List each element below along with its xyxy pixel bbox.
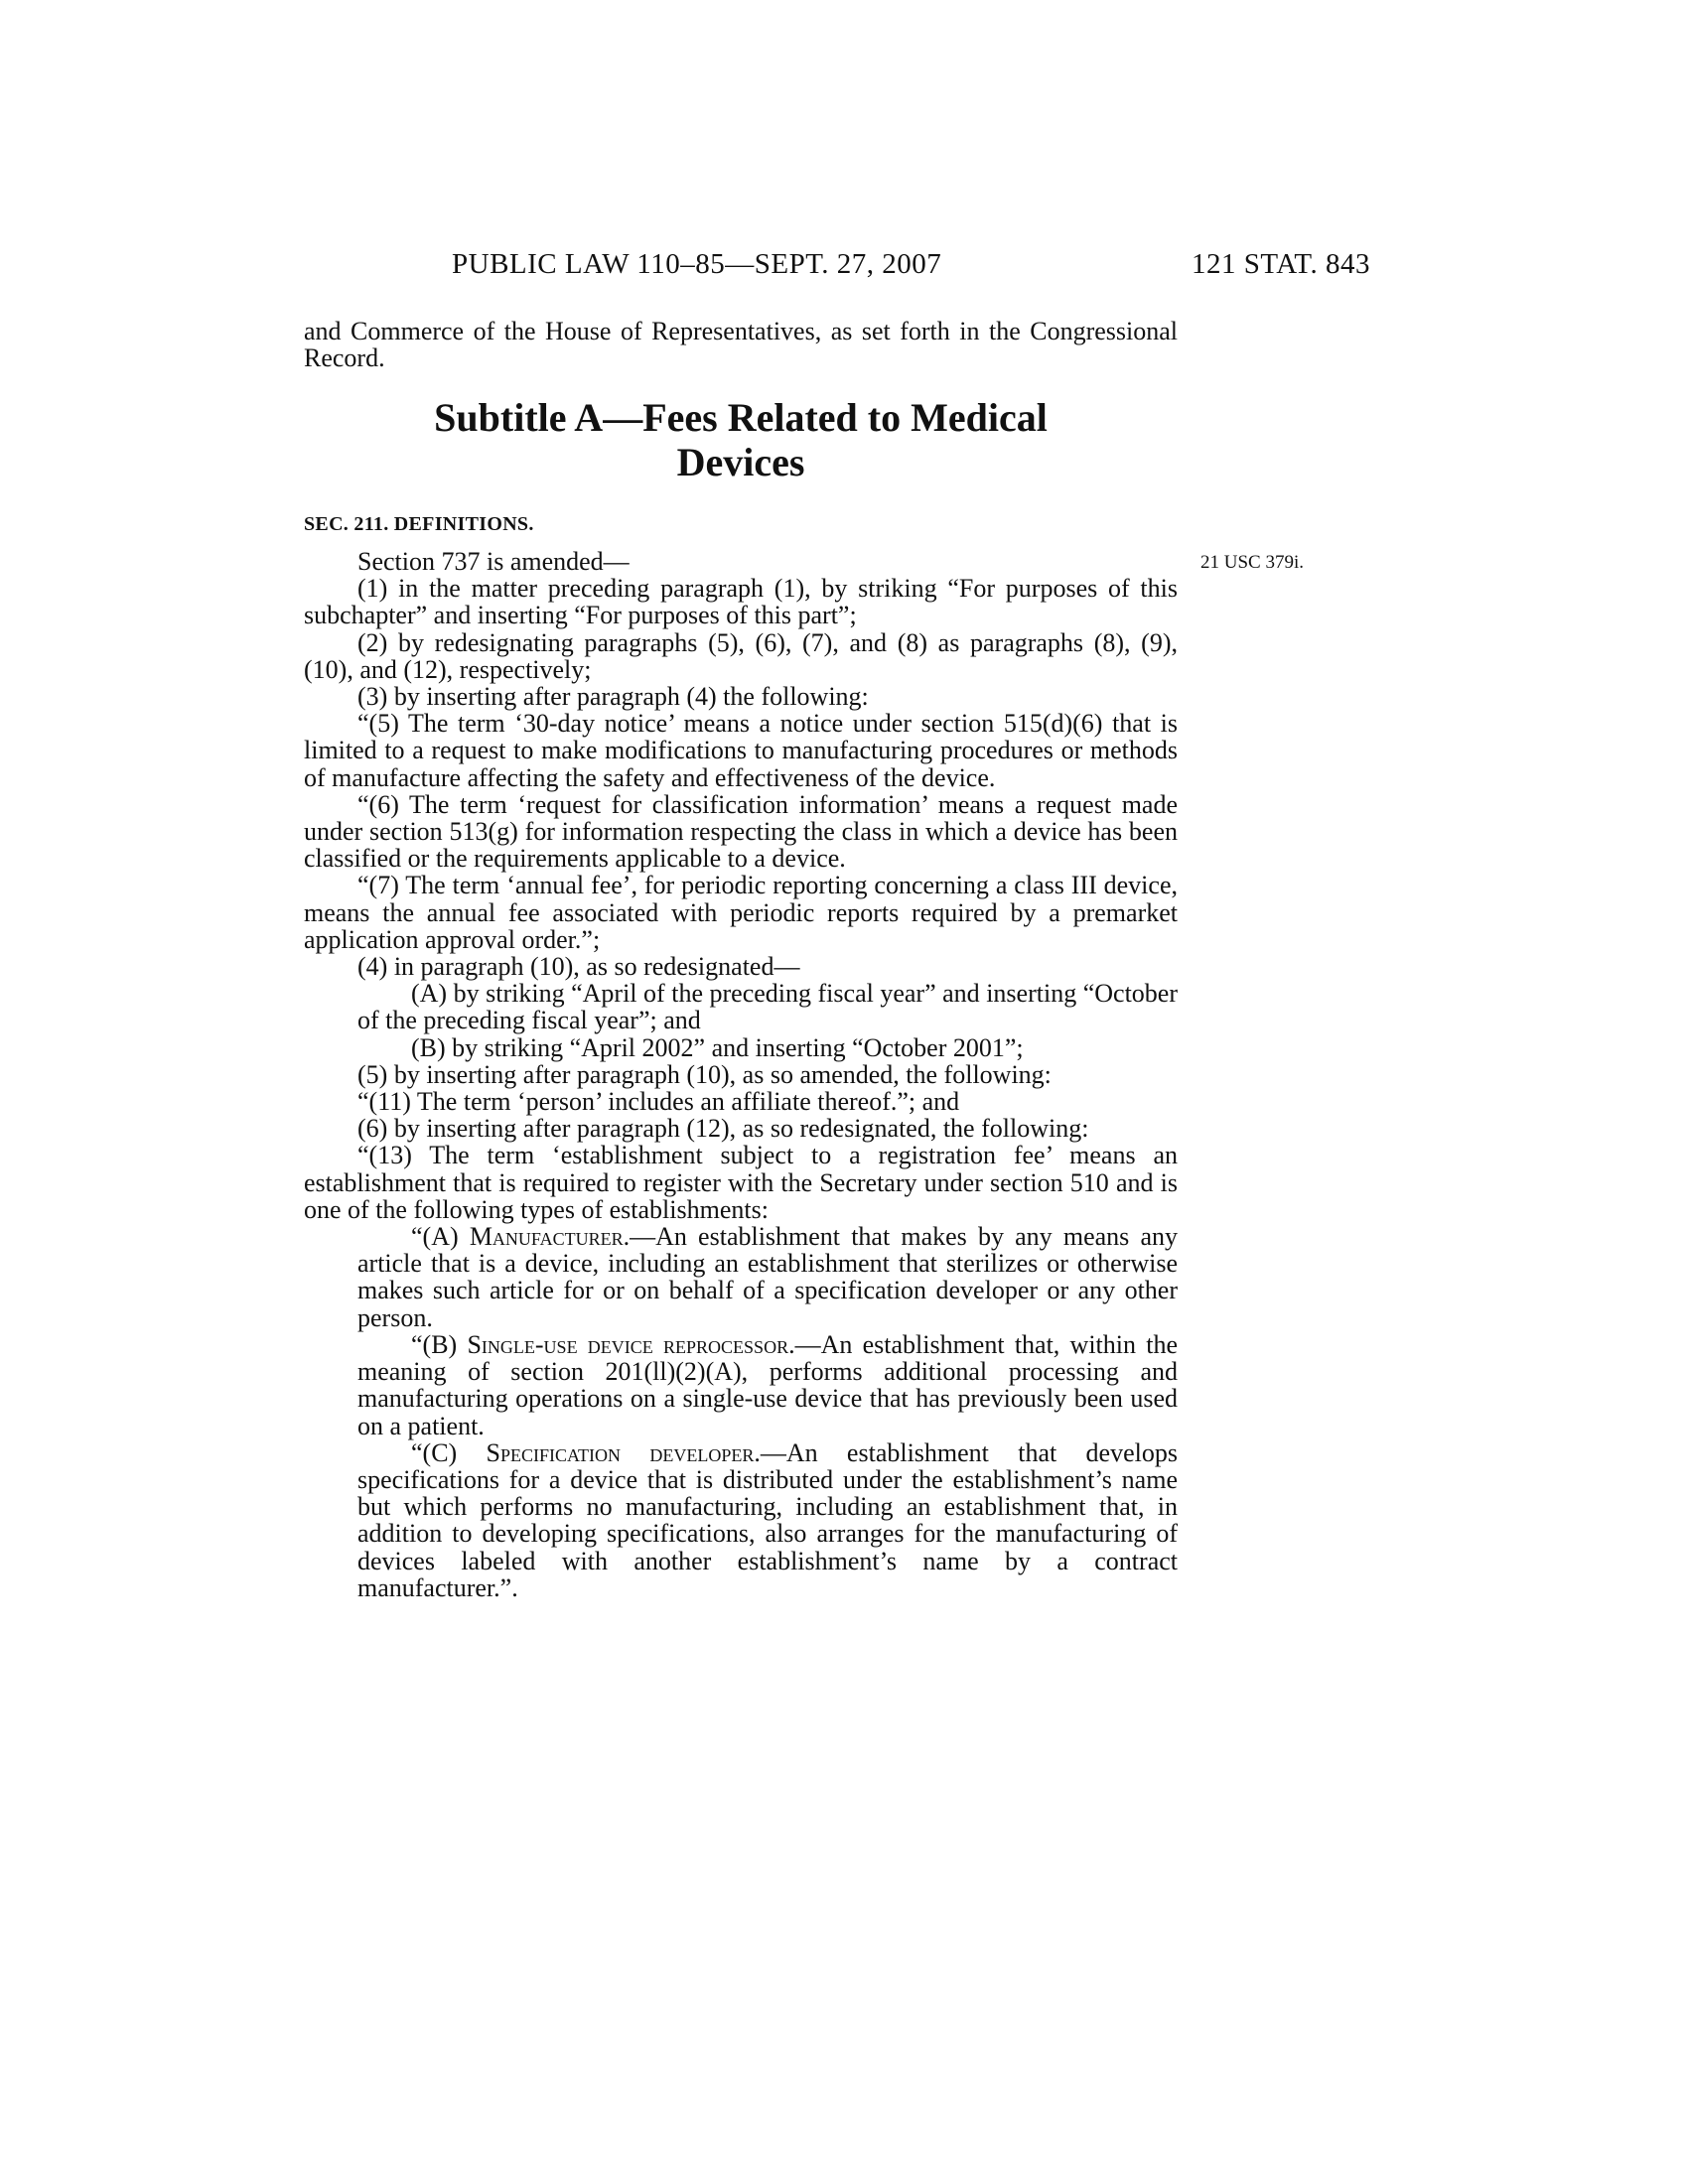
subparagraph-specification-developer xyxy=(357,1439,1178,1601)
subparagraph: (A) by striking “April of the preceding fiscal year” and inserting “October of the preceding fiscal year”; and xyxy=(357,979,1178,1035)
subparagraph-label: “(C) xyxy=(411,1437,487,1467)
margin-note: 21 USC 379i. xyxy=(1200,552,1304,573)
subparagraph-reprocessor xyxy=(357,1331,1178,1439)
quoted-definition: “(11) The term ‘person’ includes an affiliate thereof.”; and xyxy=(357,1087,960,1117)
quoted-definition: “(5) The term ‘30-day notice’ means a notice under section 515(d)(6) that is limited to a request to make modifications to manufacturing procedures or methods of manufacture affecting the safety and effectiveness of the device. xyxy=(304,709,1178,792)
quoted-definition: “(6) The term ‘request for classification information’ means a request made under section 513(g) for information respecting the class in which a device has been classified or the requirements applicable to a device. xyxy=(304,789,1178,874)
subparagraph-term: Specification developer xyxy=(486,1437,755,1467)
subparagraph-term: Manufacturer xyxy=(469,1222,624,1252)
establishment-types xyxy=(304,1223,1178,1601)
subparagraph-term: Single-use device reprocessor xyxy=(467,1329,789,1359)
paragraph: (2) by redesignating paragraphs (5), (6), (7), and (8) as paragraphs (8), (9), (10), and (12), respectively; xyxy=(304,627,1178,684)
subtitle-line-2: Devices xyxy=(676,440,805,484)
paragraph: (5) by inserting after paragraph (10), as so amended, the following: xyxy=(357,1059,1052,1089)
subparagraph-label: “(A) xyxy=(411,1222,470,1252)
quoted-definition: “(7) The term ‘annual fee’, for periodic reporting concerning a class III device, means the annual fee associated with periodic reports required by a premarket application approval order.”; xyxy=(304,871,1178,954)
public-law-header: PUBLIC LAW 110–85—SEPT. 27, 2007 xyxy=(452,248,942,280)
subparagraph-text: .—An establishment that makes by any means any article that is a device, including an establishment that sterilizes or otherwise makes such article for or on behalf of a specification developer or any other person. xyxy=(357,1222,1178,1332)
paragraph: (1) in the matter preceding paragraph (1), by striking “For purposes of this subchapter” and inserting “For purposes of this part”; xyxy=(304,574,1178,630)
continued-text: and Commerce of the House of Representatives, as set forth in the Congressional Record. xyxy=(304,317,1178,373)
paragraph: Section 737 is amended— xyxy=(357,547,630,576)
subparagraph-label: “(B) xyxy=(411,1329,468,1359)
subtitle-line-1: Subtitle A—Fees Related to Medical xyxy=(434,395,1048,440)
quoted-definition: “(13) The term ‘establishment subject to a registration fee’ means an establishment that is required to register with the Secretary under section 510 and is one of the following types of establishments: xyxy=(304,1141,1178,1224)
subparagraph-manufacturer xyxy=(357,1223,1178,1331)
statute-page-number: 121 STAT. 843 xyxy=(1191,248,1370,280)
subparagraph: (B) by striking “April 2002” and inserting “October 2001”; xyxy=(411,1032,1024,1062)
subparagraph-text: .—An establishment that, within the meaning of section 201(ll)(2)(A), performs additional processing and manufacturing operations on a single-use device that has previously been used on a patient. xyxy=(357,1329,1179,1440)
subtitle-heading xyxy=(304,395,1178,484)
paragraph: (4) in paragraph (10), as so redesignated— xyxy=(357,952,800,982)
subparagraph-text: .—An establishment that develops specifications for a device that is distributed under the establishment’s name but which performs no manufacturing, including an establishment that, in addition to developing specifications, also arranges for the manufacturing of devices labeled with another establishment’s name by a contract manufacturer.”. xyxy=(357,1437,1178,1602)
section-body xyxy=(304,548,1178,1601)
paragraph: (6) by inserting after paragraph (12), as so redesignated, the following: xyxy=(357,1114,1089,1144)
paragraph: (3) by inserting after paragraph (4) the following: xyxy=(357,682,869,712)
running-head xyxy=(298,248,1370,288)
section-heading: SEC. 211. DEFINITIONS. xyxy=(304,513,534,535)
